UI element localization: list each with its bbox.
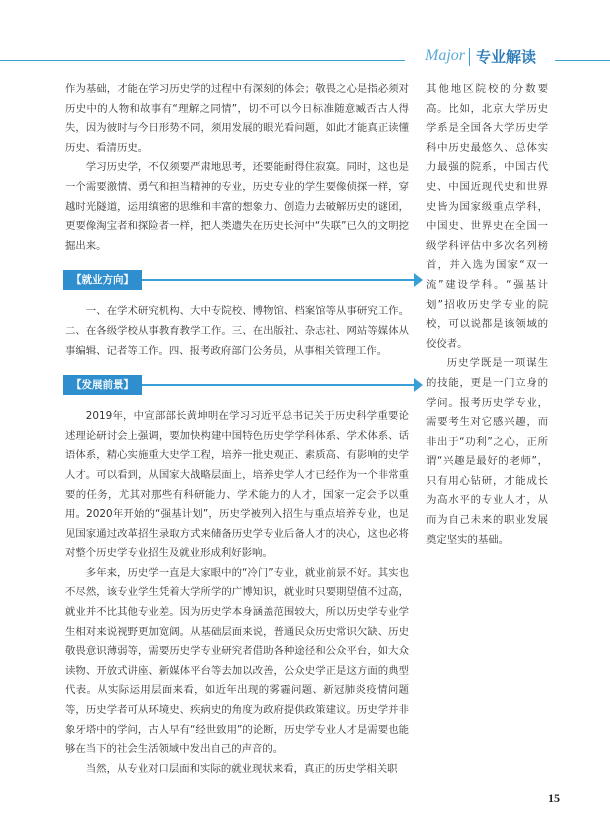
header-english-title: Major xyxy=(425,47,465,64)
intro-paragraph-2: 学习历史学，不仅须要严肃地思考，还要能耐得住寂寞。同时，这也是一个需要激情、勇气和担当精神的专业，历史专业的学生要像侦探一样，穿越时光隧道，运用缜密的思维和丰富的想象力、创造力去破解历史的谜团，更要像淘宝者和探险者一样，把人类遗失在历史长河中“失联”已久的文明挖掘出来。 xyxy=(65,161,409,252)
arrow-icon xyxy=(414,378,423,392)
main-column xyxy=(65,80,409,779)
side-column xyxy=(426,80,548,550)
prospects-paragraph-3: 当然，从专业对口层面和实际的就业现状来看，真正的历史学相关职 xyxy=(85,762,398,775)
page-number: 15 xyxy=(548,791,560,805)
employment-paragraph: 一、在学术研究机构、大中专院校、博物馆、档案馆等从事研究工作。二、在各级学校从事教育教学工作。三、在出版社、杂志社、网站等媒体从事编辑、记者等工作。四、报考政府部门公务员，从事相关管理工作。 xyxy=(65,305,409,357)
section-title: 【发展前景】 xyxy=(63,375,142,395)
section-heading-prospects xyxy=(63,375,409,395)
header-chinese-title: 专业解读 xyxy=(476,48,537,66)
section-title: 【就业方向】 xyxy=(63,270,142,290)
arrow-icon xyxy=(414,273,423,287)
page-header xyxy=(0,0,610,70)
side-paragraph-2: 历史学既是一项谋生的技能，更是一门立身的学问。报考历史学专业，需要考生对它感兴趣，而非出于“功利”之心，正所谓“兴趣是最好的老师”，只有用心钻研，才能成长为高水平的专业人才，从而为自己未来的职业发展奠定坚实的基础。 xyxy=(426,357,548,546)
section-heading-employment xyxy=(63,270,409,290)
prospects-paragraph-2: 多年来，历史学一直是大家眼中的“冷门”专业，就业前景不好。其实也不尽然，该专业学生凭着大学所学的广博知识，就业时只要期望值不过高，就业并不比其他专业差。因为历史学本身涵盖范围较大，所以历史学专业学生相对来说视野更加宽阔。从基础层面来说，普通民众历史常识欠缺、历史敬畏意识薄弱等，需要历史学专业研究者借助各种途径和公众平台，如大众读物、开放式讲座、新媒体平台等去加以改善，公众史学正是这方面的典型代表。从实际运用层面来看，如近年出现的雾霾问题、新冠肺炎疫情问题等，历史学者可从环境史、疾病史的角度为政府提供政策建议。历史学并非象牙塔中的学问，古人早有“经世致用”的论断，历史学专业人才是需要也能够在当下的社会生活领域中发出自己的声音的。 xyxy=(65,566,409,756)
header-rule-right xyxy=(555,60,610,61)
prospects-paragraph-1: 2019年，中宣部部长黄坤明在学习习近平总书记关于历史科学重要论述理论研讨会上强调，要加快构建中国特色历史学学科体系、学术体系、话语体系，精心实施重大史学工程，培养一批史观正、素质高、有影响的史学人才。可以看到，从国家大战略层面上，培养史学人才已经作为一个非常重要的任务，尤其对那些有科研能力、学术能力的人才，国家一定会予以重用。2020年开始的“强基计划”，历史学被列入招生与重点培养专业，也足见国家通过改革招生录取方式来储备历史学专业后备人才的决心，这也必将对整个历史学专业招生及就业形成利好影响。 xyxy=(65,410,409,560)
side-paragraph-1: 其他地区院校的分数要高。比如，北京大学历史学系是全国各大学历史学科中历史最悠久、总体实力最强的院系，中国古代史、中国近现代史和世界史皆为国家级重点学科，中国史、世界史在全国一级学科评估中多次名列榜首，并入选为国家“双一流”建设学科。“强基计划”招收历史学专业的院校，可以说都是该领域的佼佼者。 xyxy=(426,83,548,350)
header-separator xyxy=(469,48,470,66)
header-rule-left xyxy=(0,60,405,61)
intro-paragraph-1: 作为基础，才能在学习历史学的过程中有深刻的体会；敬畏之心是指必须对历史中的人物和故事有“理解之同情”，切不可以今日标准随意臧否古人得失，因为彼时与今日形势不同，须用发展的眼光看问题，如此才能真正读懂历史、看清历史。 xyxy=(65,83,409,154)
